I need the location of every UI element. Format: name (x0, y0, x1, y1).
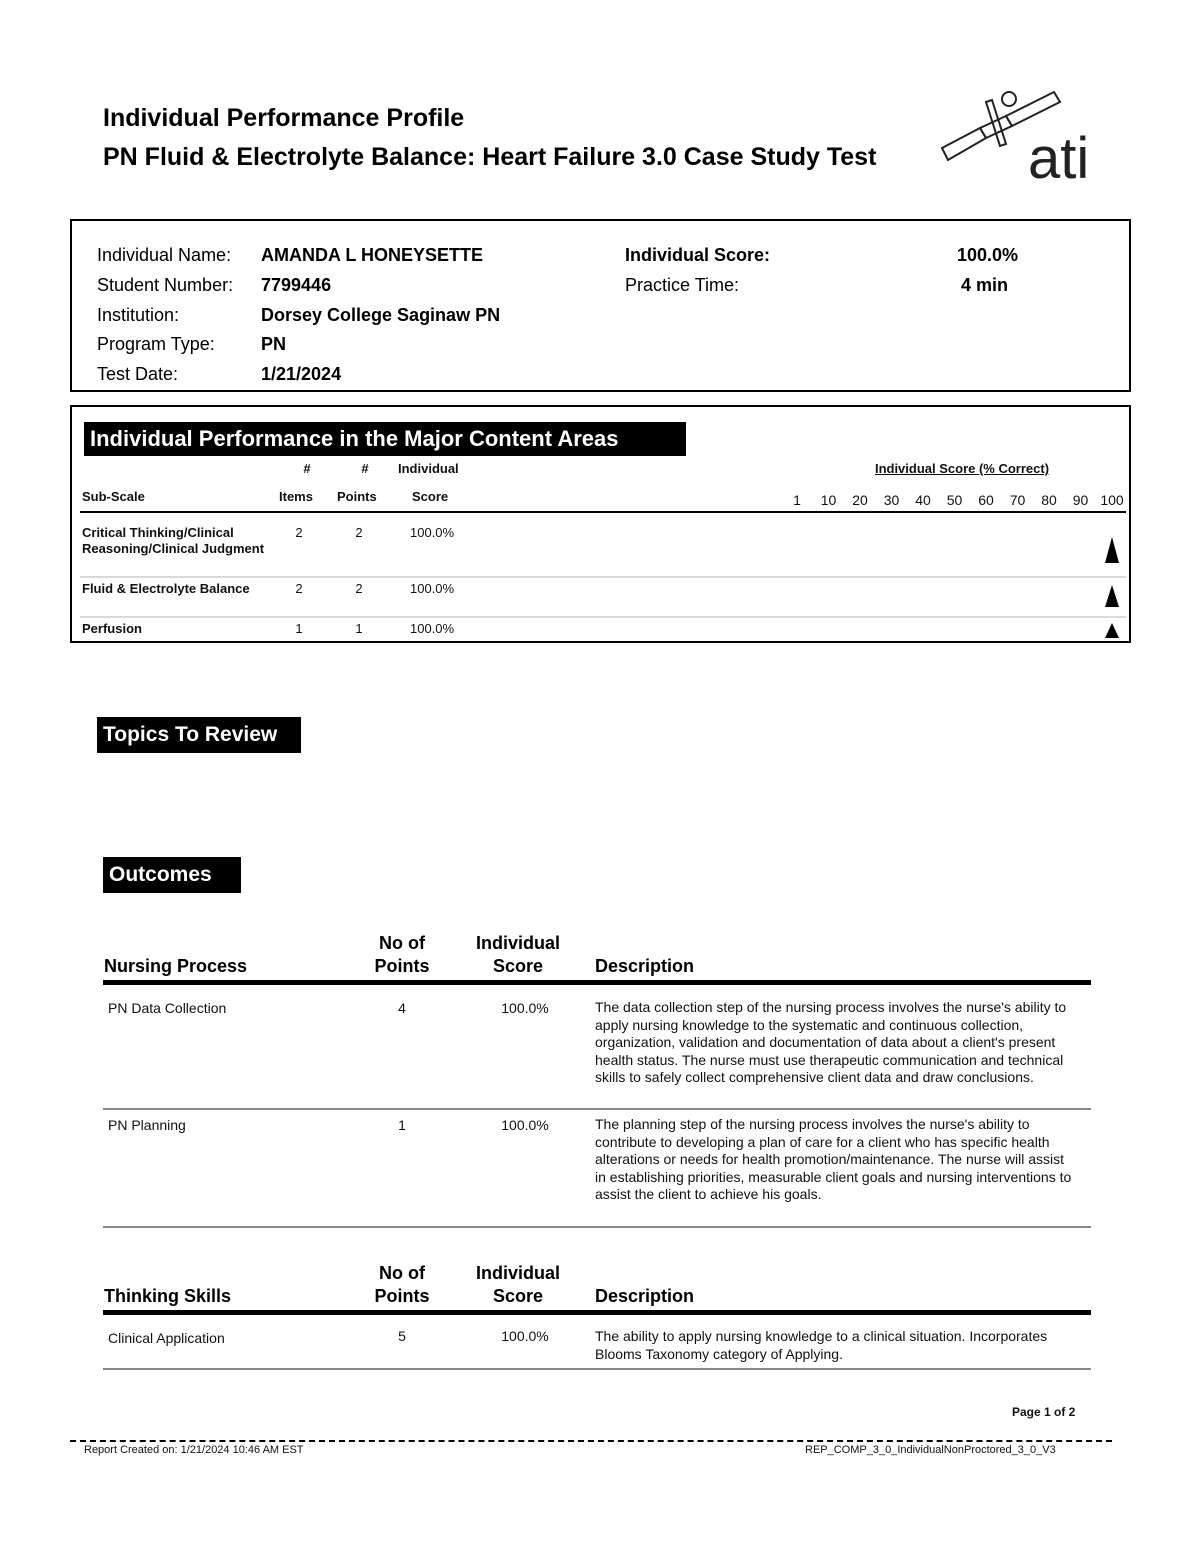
subscale-points: 2 (355, 525, 363, 540)
no-of-points-col-header-top: No of (379, 1263, 425, 1283)
table-header-rule (103, 980, 1091, 985)
individual-score-col-header: Score (492, 956, 544, 976)
subscale-name: Perfusion (82, 621, 142, 636)
subscale-score: 100.0% (410, 525, 455, 540)
description-col-header: Description (595, 956, 695, 976)
score-scale-tick: 50 (946, 492, 963, 508)
items-col-header-top: # (303, 461, 311, 476)
report-id: REP_COMP_3_0_IndividualNonProctored_3_0_V3 (805, 1444, 1056, 1456)
individual-name: AMANDA L HONEYSETTE (261, 245, 484, 265)
footer-rule (70, 1440, 1112, 1442)
program-type: PN (261, 334, 287, 354)
outcome-score: 100.0% (501, 1117, 549, 1133)
outcome-name: Clinical Application (108, 1330, 225, 1346)
individual-score-label: Individual Score: (625, 245, 771, 265)
institution-label: Institution: (97, 305, 180, 325)
page-number: Page 1 of 2 (1012, 1405, 1076, 1419)
outcomes-banner: Outcomes (103, 857, 241, 893)
table-header-rule (103, 1310, 1091, 1315)
score-col-header: Score (412, 489, 449, 504)
practice-time: 4 min (961, 275, 1009, 295)
subscale-col-header: Sub-Scale (82, 489, 145, 504)
individual-score: 100.0% (957, 245, 1019, 265)
row-divider (103, 1226, 1091, 1228)
ati-logo (936, 86, 1106, 186)
score-scale-tick: 20 (852, 492, 868, 508)
test-name: PN Fluid & Electrolyte Balance: Heart Failure 3.0 Case Study Test (103, 143, 877, 171)
outcome-points: 4 (398, 1000, 406, 1016)
report-created-date: Report Created on: 1/21/2024 10:46 AM EST (84, 1444, 304, 1456)
no-of-points-col-header: Points (374, 956, 430, 976)
outcome-score: 100.0% (501, 1328, 549, 1344)
thinking-skills-col-header: Thinking Skills (104, 1286, 232, 1306)
student-number-label: Student Number: (97, 275, 234, 295)
no-of-points-col-header-top: No of (379, 933, 425, 953)
score-scale-label: Individual Score (% Correct) (874, 461, 1050, 476)
student-number: 7799446 (261, 275, 332, 295)
subscale-items: 2 (295, 525, 303, 540)
score-scale-tick: 100 (1100, 492, 1124, 508)
student-info-box (70, 219, 1131, 392)
score-scale-tick: 80 (1041, 492, 1057, 508)
individual-score-col-header-top: Individual (475, 1263, 560, 1283)
subscale-name: Fluid & Electrolyte Balance (82, 581, 250, 596)
subscale-items: 1 (295, 621, 303, 636)
subscale-name: Critical Thinking/Clinical Reasoning/Clinical Judgment (82, 525, 265, 556)
report-title: Individual Performance Profile (103, 104, 465, 132)
row-divider (80, 576, 1126, 578)
subscale-points: 2 (355, 581, 363, 596)
individual-score-col-header-top: Individual (475, 933, 560, 953)
nursing-process-col-header: Nursing Process (104, 956, 248, 976)
outcome-description: The planning step of the nursing process involves the nurse's ability to contribute to developing a plan of care for a client who has specific health alterations or needs for health promotion/maintenance. The nurse will assist in establishing priorities, measurable client goals and nursing interventions to assist the client to achieve his goals. (595, 1116, 1072, 1202)
score-marker (1105, 585, 1119, 607)
outcome-name: PN Data Collection (108, 1000, 227, 1016)
subscale-score: 100.0% (410, 621, 455, 636)
outcome-points: 5 (398, 1328, 406, 1344)
score-col-header-top: Individual (398, 461, 459, 476)
score-scale-tick: 1 (793, 492, 801, 508)
major-content-areas-box (70, 405, 1131, 643)
points-col-header-top: # (361, 461, 369, 476)
score-scale-tick: 40 (915, 492, 931, 508)
score-scale-tick: 30 (883, 492, 900, 508)
row-divider (103, 1368, 1091, 1370)
individual-name-label: Individual Name: (97, 245, 232, 265)
topics-to-review-banner: Topics To Review (97, 717, 301, 753)
score-scale-tick: 10 (820, 492, 837, 508)
outcome-description: The ability to apply nursing knowledge to a clinical situation. Incorporates Blooms Taxonomy category of Applying. (595, 1328, 1048, 1362)
outcome-description: The data collection step of the nursing process involves the nurse's ability to apply nursing knowledge to the systematic and continuous collection, organization, validation and documentation of data about a client's present health status. The nurse must use therapeutic communication and technical skills to safely collect comprehensive client data and draw conclusions. (595, 999, 1067, 1085)
test-date: 1/21/2024 (261, 364, 342, 384)
points-col-header: Points (337, 489, 377, 504)
score-marker (1105, 623, 1119, 638)
score-scale-tick: 60 (978, 492, 994, 508)
score-scale-tick: 90 (1072, 492, 1089, 508)
no-of-points-col-header: Points (374, 1286, 430, 1306)
ati-logo-mark-icon (936, 86, 1106, 186)
subscale-score: 100.0% (410, 581, 455, 596)
items-col-header: Items (279, 489, 313, 504)
outcome-points: 1 (398, 1117, 406, 1133)
row-divider (103, 1108, 1091, 1110)
row-divider (80, 616, 1126, 618)
major-header-rule (80, 511, 1126, 513)
outcome-score: 100.0% (501, 1000, 549, 1016)
practice-time-label: Practice Time: (625, 275, 740, 295)
major-content-banner: Individual Performance in the Major Content Areas (84, 422, 686, 456)
outcome-name: PN Planning (108, 1117, 186, 1133)
program-type-label: Program Type: (97, 334, 215, 354)
score-marker (1105, 537, 1119, 563)
test-date-label: Test Date: (97, 364, 179, 384)
ati-logo-text: ati (1028, 126, 1090, 186)
institution: Dorsey College Saginaw PN (261, 305, 501, 325)
individual-score-col-header: Score (492, 1286, 544, 1306)
subscale-items: 2 (295, 581, 303, 596)
score-scale-tick: 70 (1009, 492, 1026, 508)
subscale-points: 1 (355, 621, 363, 636)
description-col-header: Description (595, 1286, 695, 1306)
